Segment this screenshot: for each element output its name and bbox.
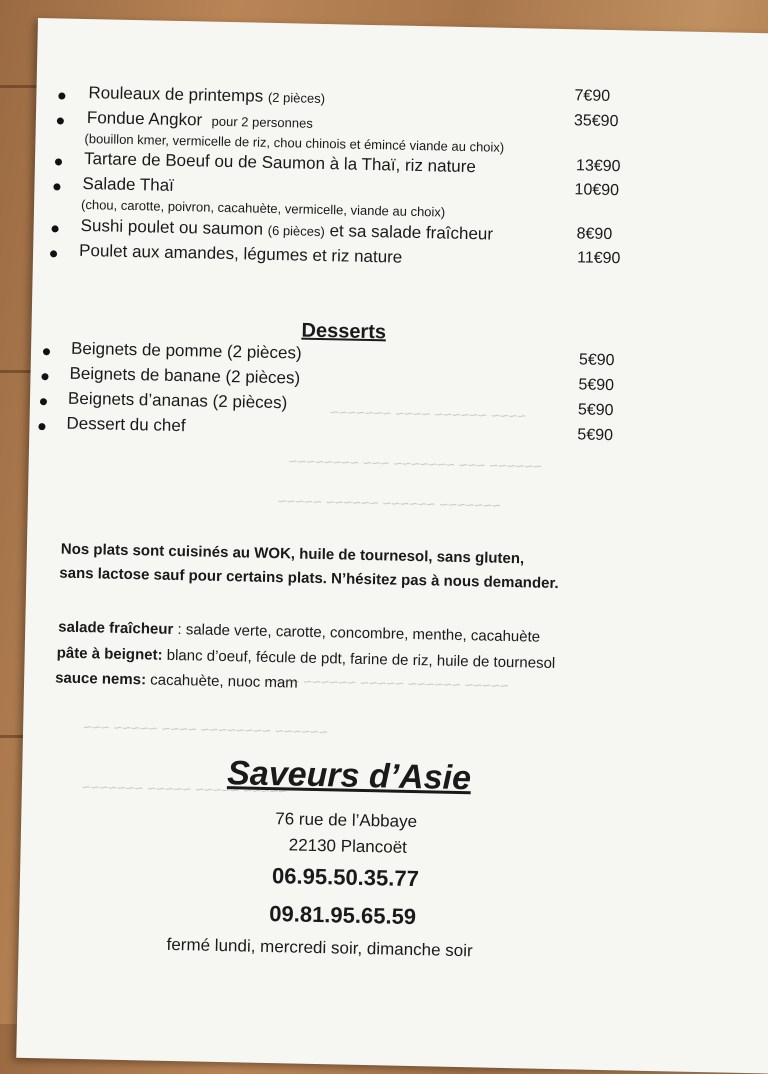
bullet: [50, 250, 57, 257]
ingredient-line: sauce nems: cacahuète, nuoc mam: [55, 669, 298, 692]
menu-sheet: [16, 18, 768, 1074]
menu-item-price: 7€90: [574, 87, 611, 105]
restaurant-street: 76 rue de l’Abbaye: [275, 809, 418, 832]
notice-line: sans lactose sauf pour certains plats. N’hésitez pas à nous demander.: [59, 564, 559, 593]
bleed-through-text: ~~~~~ ~~~~~ ~~~~~ ~~~~~~~: [81, 779, 288, 801]
phone-number: 06.95.50.35.77: [271, 863, 420, 892]
menu-item-name: Fondue Angkor pour 2 personnes: [86, 108, 313, 131]
menu-item-price: 8€90: [576, 225, 613, 244]
restaurant-city: 22130 Plancoët: [288, 835, 408, 857]
phone-number: 09.81.95.65.59: [269, 901, 417, 930]
dessert-item-price: 5€90: [577, 426, 614, 445]
dessert-item-name: Beignets de pomme (2 pièces): [70, 338, 302, 363]
bullet: [52, 225, 59, 232]
menu-item-detail: (bouillon kmer, vermicelle de riz, chou chinois et émincé viande au choix): [84, 131, 505, 155]
dessert-item-name: Dessert du chef: [66, 413, 186, 436]
menu-item-detail: (chou, carotte, poivron, cacahuète, vermicelle, viande au choix): [80, 196, 446, 220]
dessert-item-price: 5€90: [577, 401, 614, 420]
bullet: [41, 373, 48, 380]
restaurant-name: Saveurs d’Asie: [226, 754, 472, 798]
desserts-heading: Desserts: [301, 319, 387, 344]
dessert-item-name: Beignets de banane (2 pièces): [69, 363, 301, 388]
menu-item-name: Tartare de Boeuf ou de Saumon à la Thaï, riz nature: [83, 148, 477, 177]
menu-item-price: 11€90: [576, 249, 621, 268]
menu-item-name: Sushi poulet ou saumon (6 pièces) et sa salade fraîcheur: [80, 215, 494, 244]
bleed-through-text: ~~~~ ~~~~~~ ~~~~ ~~~~~~~: [329, 404, 527, 426]
bullet: [43, 348, 50, 355]
menu-item-price: 13€90: [575, 157, 621, 176]
bullet: [58, 92, 65, 99]
ingredient-line: pâte à beignet: blanc d’oeuf, fécule de pdt, farine de riz, huile de tournesol: [56, 644, 556, 672]
bleed-through-text: ~~~~~~ ~~~ ~~~~~~~ ~~~ ~~~~~~~~: [288, 453, 543, 476]
bullet: [40, 398, 47, 405]
bleed-through-text: ~~~~~~~ ~~~~~~ ~~~~~~ ~~~~~: [277, 493, 501, 515]
bullet: [55, 158, 62, 165]
bleed-through-text: ~~~~~ ~~~~~~ ~~~~~ ~~~~~~ ~~~~: [263, 672, 509, 695]
notice-line: Nos plats sont cuisinés au WOK, huile de tournesol, sans gluten,: [60, 540, 525, 568]
bleed-through-text: ~~~~~~ ~~~~~~~~ ~~~~ ~~~~~ ~~~: [82, 719, 328, 742]
dessert-item-price: 5€90: [578, 351, 615, 370]
opening-hours: fermé lundi, mercredi soir, dimanche soir: [166, 934, 473, 961]
dessert-item-name: Beignets d’ananas (2 pièces): [67, 388, 288, 413]
dessert-item-price: 5€90: [578, 376, 615, 395]
menu-item-price: 10€90: [574, 181, 620, 200]
menu-item-price: 35€90: [573, 112, 619, 131]
bullet: [38, 423, 45, 430]
ingredient-line: salade fraîcheur : salade verte, carotte, concombre, menthe, cacahuète: [58, 618, 541, 646]
bullet: [53, 183, 60, 190]
menu-item-name: Salade Thaï: [82, 173, 175, 195]
menu-item-name: Rouleaux de printemps (2 pièces): [88, 83, 326, 107]
menu-item-name: Poulet aux amandes, légumes et riz nature: [78, 240, 403, 267]
bullet: [57, 117, 64, 124]
